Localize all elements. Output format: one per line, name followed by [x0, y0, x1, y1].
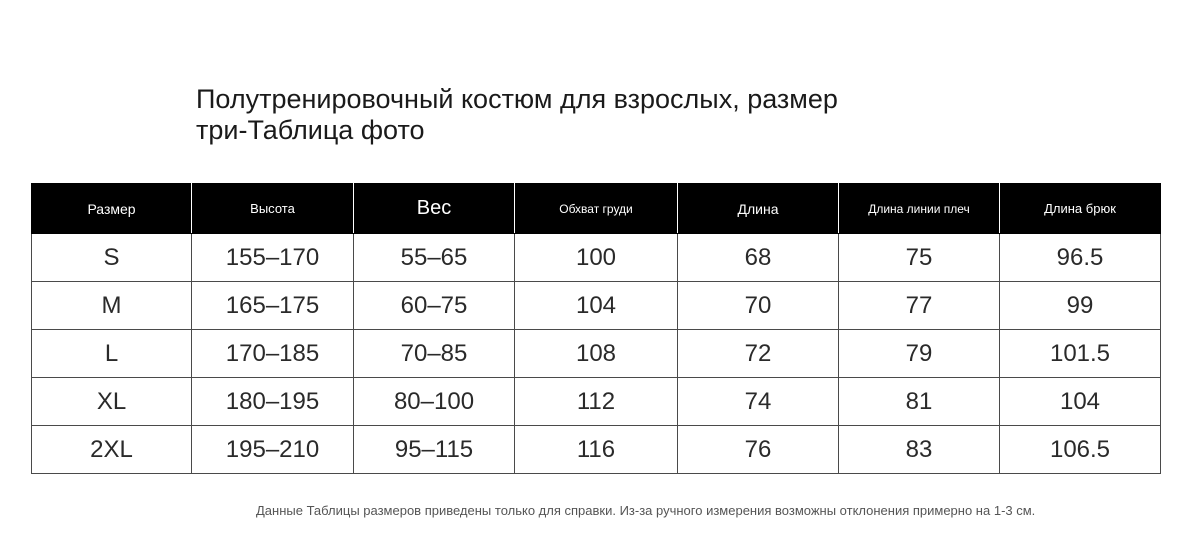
table-cell: 81: [839, 378, 1000, 426]
table-cell: 180–195: [192, 378, 354, 426]
table-row: [32, 234, 1161, 282]
header-size: Размер: [32, 184, 192, 234]
table-cell: 70–85: [354, 330, 515, 378]
table-cell: 55–65: [354, 234, 515, 282]
page-title: [196, 84, 996, 146]
table-cell: 112: [515, 378, 678, 426]
table-row: [32, 426, 1161, 474]
table-cell: 72: [678, 330, 839, 378]
table-row: [32, 378, 1161, 426]
table-cell: 77: [839, 282, 1000, 330]
table-cell: 79: [839, 330, 1000, 378]
table-cell: 80–100: [354, 378, 515, 426]
table-cell: 2XL: [32, 426, 192, 474]
table-cell: 108: [515, 330, 678, 378]
table-cell: 74: [678, 378, 839, 426]
page-title-line-2: три-Таблица фото: [196, 115, 425, 145]
table-cell: 95–115: [354, 426, 515, 474]
table-cell: XL: [32, 378, 192, 426]
table-cell: 195–210: [192, 426, 354, 474]
header-weight: Вес: [354, 184, 515, 234]
table-cell: L: [32, 330, 192, 378]
table-cell: 70: [678, 282, 839, 330]
table-cell: 170–185: [192, 330, 354, 378]
table-cell: 101.5: [1000, 330, 1161, 378]
table-cell: 100: [515, 234, 678, 282]
table-cell: 96.5: [1000, 234, 1161, 282]
table-cell: 60–75: [354, 282, 515, 330]
table-cell: 68: [678, 234, 839, 282]
table-row: [32, 282, 1161, 330]
header-chest: Обхват груди: [515, 184, 678, 234]
size-chart-table: [31, 183, 1161, 474]
table-cell: 83: [839, 426, 1000, 474]
table-cell: 116: [515, 426, 678, 474]
table-cell: 99: [1000, 282, 1161, 330]
page-title-line-1: Полутренировочный костюм для взрослых, размер: [196, 84, 838, 114]
table-cell: 104: [1000, 378, 1161, 426]
table-cell: 165–175: [192, 282, 354, 330]
header-height: Высота: [192, 184, 354, 234]
table-header-row: [32, 184, 1161, 234]
table-cell: 106.5: [1000, 426, 1161, 474]
disclaimer-footnote: Данные Таблицы размеров приведены только для справки. Из-за ручного измерения возможны отклонения примерно на 1-3 см.: [256, 503, 1036, 518]
table-cell: M: [32, 282, 192, 330]
table-cell: S: [32, 234, 192, 282]
table-cell: 155–170: [192, 234, 354, 282]
header-length: Длина: [678, 184, 839, 234]
table-cell: 75: [839, 234, 1000, 282]
header-shoulder: Длина линии плеч: [839, 184, 1000, 234]
header-pants-length: Длина брюк: [1000, 184, 1161, 234]
table-cell: 104: [515, 282, 678, 330]
table-cell: 76: [678, 426, 839, 474]
table-row: [32, 330, 1161, 378]
